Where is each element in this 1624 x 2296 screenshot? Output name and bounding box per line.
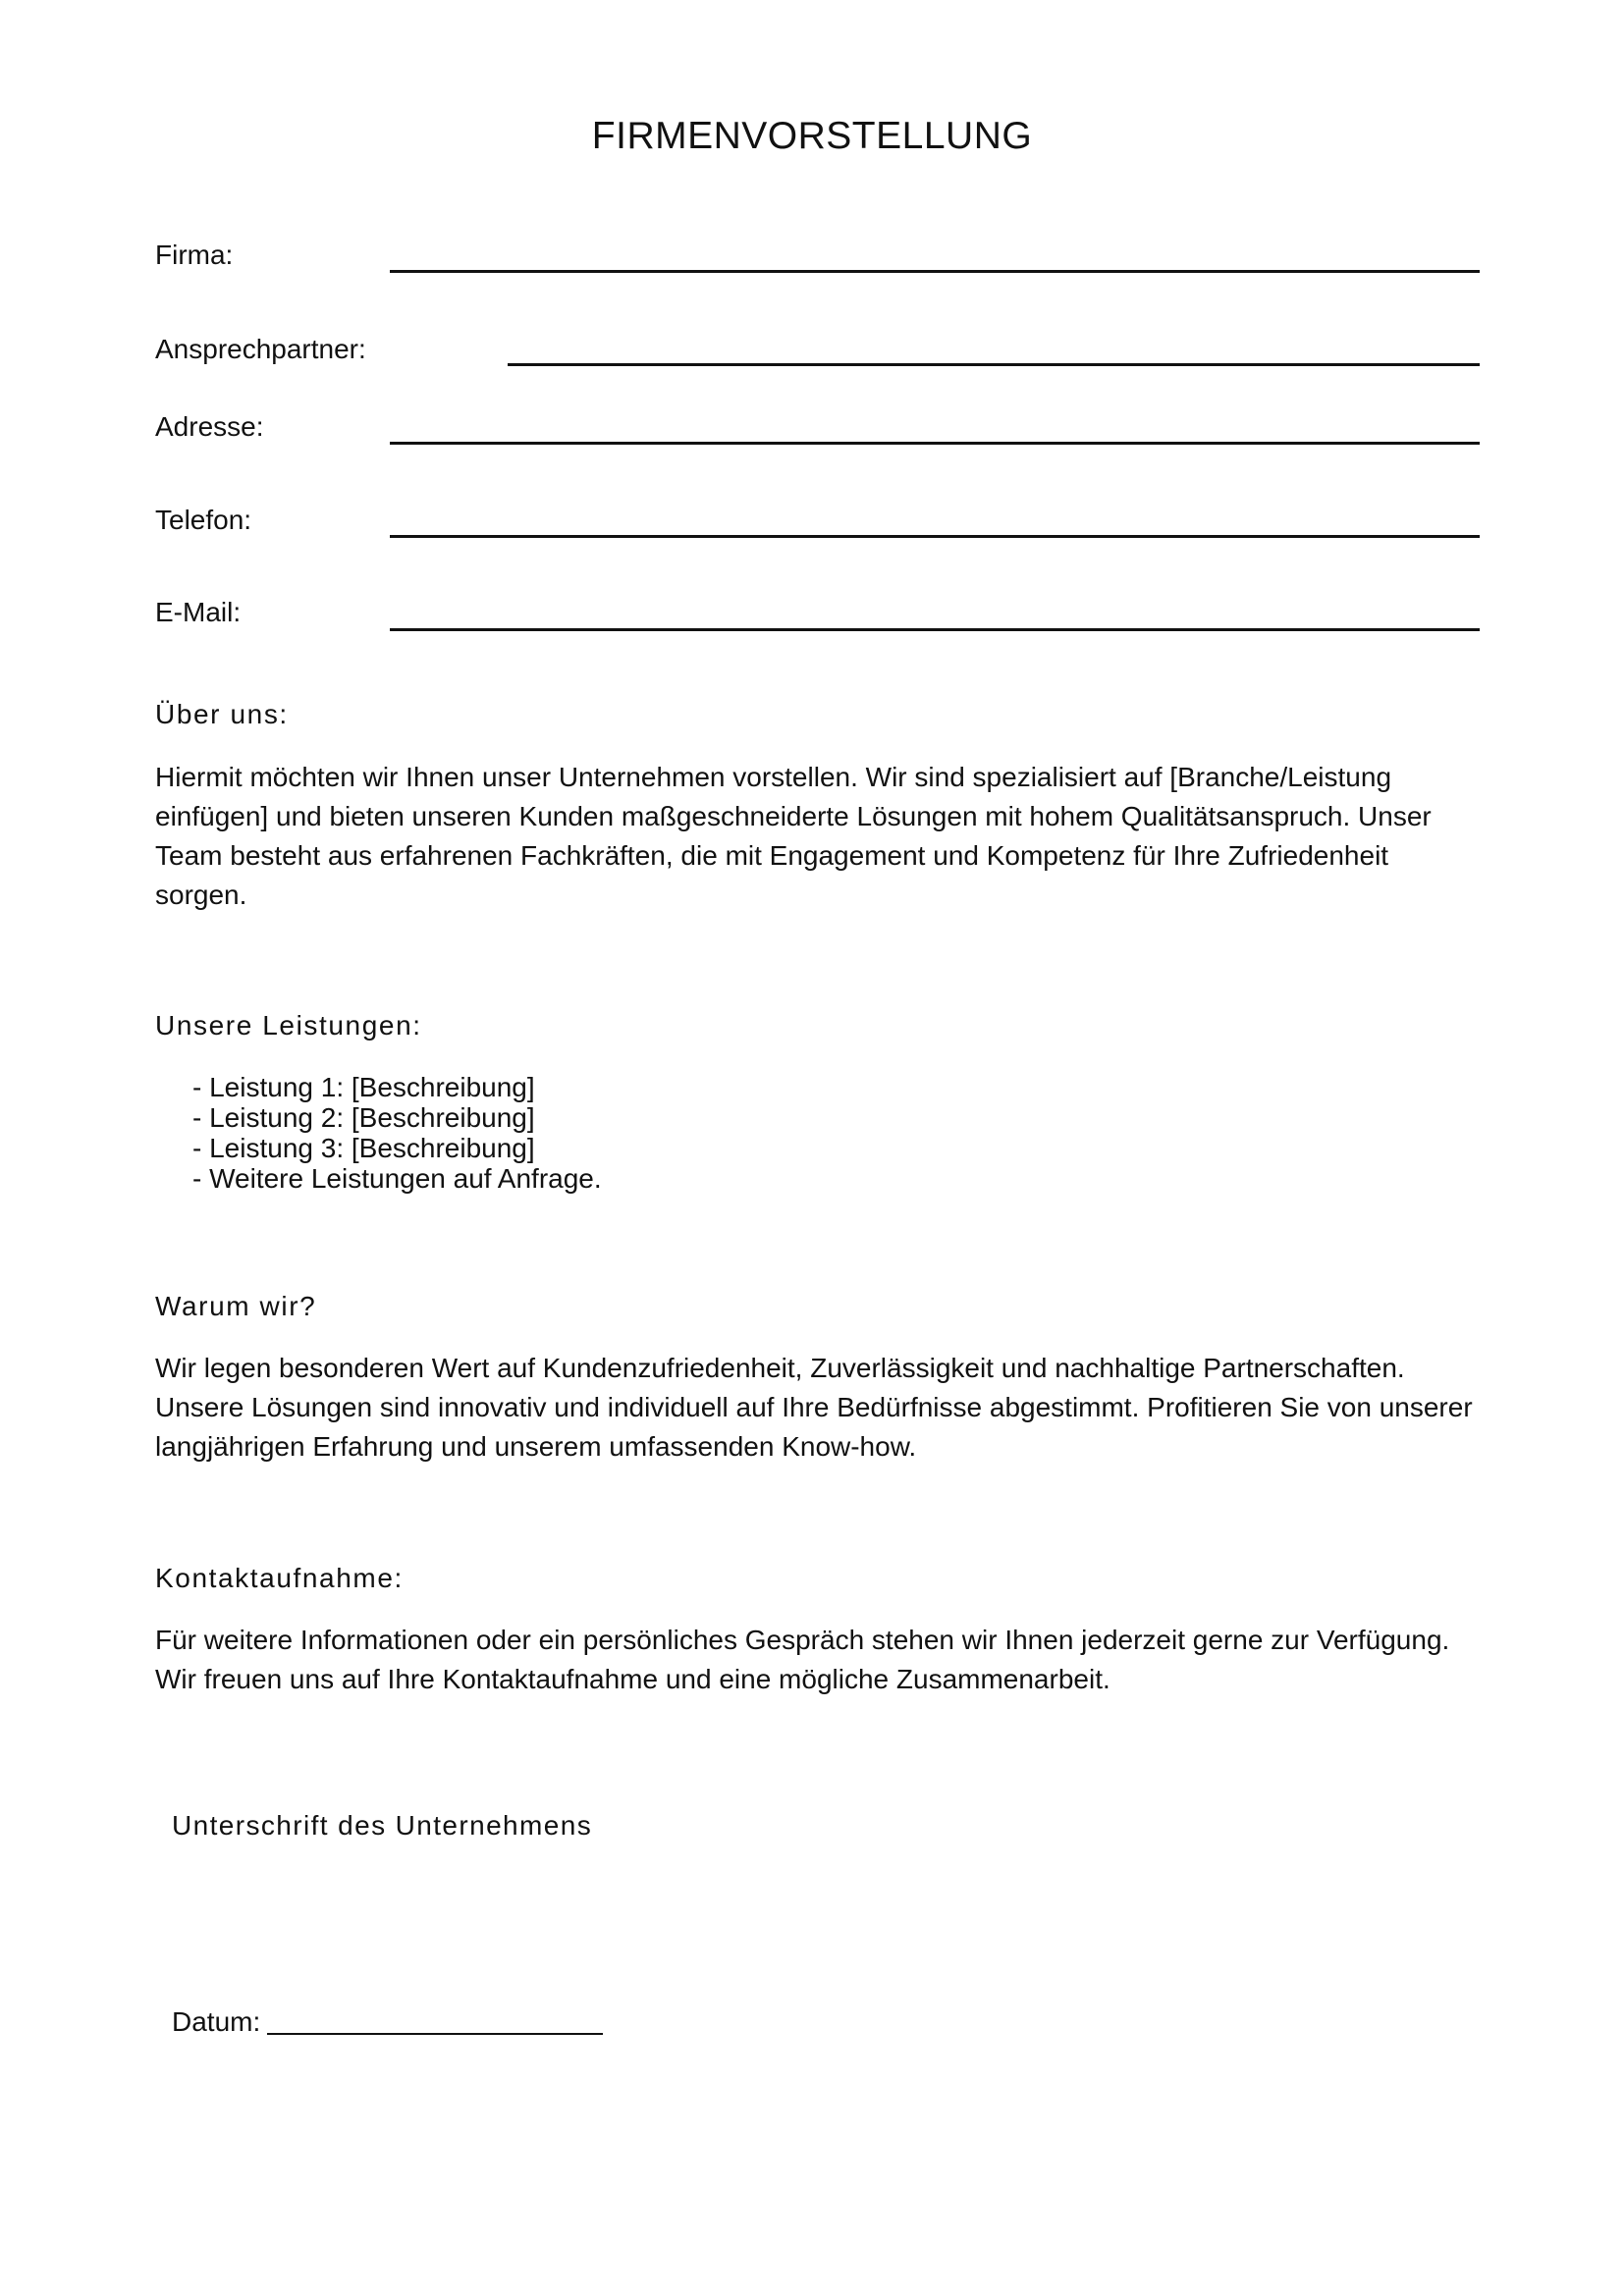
about-heading: Über uns:: [155, 699, 289, 729]
about-line: Hiermit möchten wir Ihnen unser Unternehmen vorstellen. Wir sind spezialisiert auf [Branche/Leistung: [155, 762, 1392, 792]
telefon-field[interactable]: [390, 535, 1480, 538]
firma-field[interactable]: [390, 270, 1480, 273]
ansprechpartner-field[interactable]: [508, 363, 1480, 366]
contact-paragraph: [155, 1621, 1490, 1699]
about-line: sorgen.: [155, 880, 247, 910]
email-field[interactable]: [390, 628, 1480, 631]
about-line: Team besteht aus erfahrenen Fachkräften, die mit Engagement und Kompetenz für Ihre Zufriedenheit: [155, 840, 1389, 871]
why-paragraph: [155, 1349, 1490, 1467]
contact-heading: Kontaktaufnahme:: [155, 1563, 404, 1593]
ansprechpartner-label: Ansprechpartner:: [155, 334, 366, 364]
contact-line: Wir freuen uns auf Ihre Kontaktaufnahme und eine mögliche Zusammenarbeit.: [155, 1664, 1110, 1694]
services-heading: Unsere Leistungen:: [155, 1010, 422, 1041]
about-line: einfügen] und bieten unseren Kunden maßgeschneiderte Lösungen mit hohem Qualitätsanspruch. Unser: [155, 801, 1432, 831]
services-list: [192, 1072, 602, 1194]
adresse-label: Adresse:: [155, 411, 264, 442]
signature-label: Unterschrift des Unternehmens: [172, 1810, 593, 1841]
email-label: E-Mail:: [155, 597, 242, 627]
date-label: Datum:: [172, 2006, 261, 2037]
why-heading: Warum wir?: [155, 1291, 317, 1321]
list-item: - Weitere Leistungen auf Anfrage.: [192, 1163, 602, 1194]
about-paragraph: [155, 758, 1490, 915]
why-line: langjährigen Erfahrung und unserem umfassenden Know-how.: [155, 1431, 917, 1462]
adresse-field[interactable]: [390, 442, 1480, 445]
list-item: - Leistung 1: [Beschreibung]: [192, 1072, 535, 1102]
contact-line: Für weitere Informationen oder ein persönliches Gespräch stehen wir Ihnen jederzeit gerne zur Verfügung.: [155, 1625, 1450, 1655]
why-line: Wir legen besonderen Wert auf Kundenzufriedenheit, Zuverlässigkeit und nachhaltige Partnerschaften.: [155, 1353, 1405, 1383]
date-field[interactable]: [267, 2033, 603, 2035]
telefon-label: Telefon:: [155, 505, 252, 535]
firma-label: Firma:: [155, 240, 234, 270]
list-item: - Leistung 2: [Beschreibung]: [192, 1102, 535, 1133]
list-item: - Leistung 3: [Beschreibung]: [192, 1133, 535, 1163]
why-line: Unsere Lösungen sind innovativ und individuell auf Ihre Bedürfnisse abgestimmt. Profitieren Sie von unserer: [155, 1392, 1473, 1422]
document-title: FIRMENVORSTELLUNG: [591, 115, 1033, 157]
